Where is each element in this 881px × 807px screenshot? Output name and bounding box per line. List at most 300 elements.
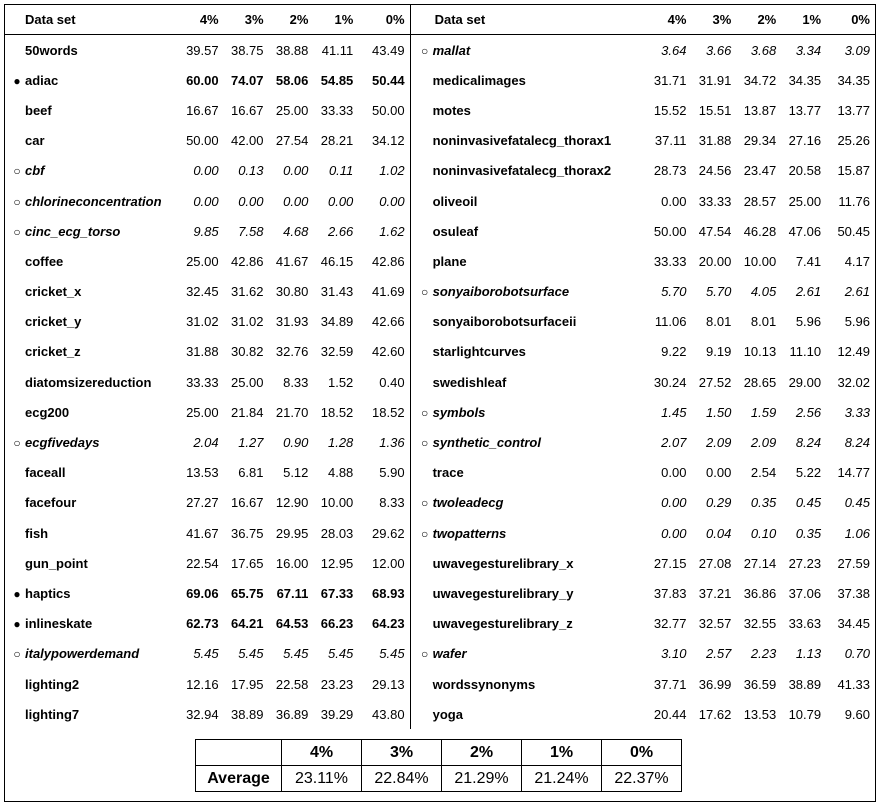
table-row [5,518,875,548]
value-cell: 31.88 [698,133,732,149]
dataset-name-cell [5,669,179,699]
dataset-name-cell [410,65,644,95]
dataset-name-cell [410,458,644,488]
dataset-name: adiac [25,72,59,88]
value-cell: 17.65 [230,555,264,571]
value-cell: 4.88 [327,465,354,481]
dataset-name-cell [410,156,644,186]
value-cell: 27.15 [653,555,687,571]
dataset-name-cell [5,699,179,729]
value-cell: 34.89 [320,314,354,330]
value-cell: 0.13 [238,163,264,179]
value-cell: 2.61 [795,284,822,300]
dataset-name: uwavegesturelibrary_y [432,585,574,601]
table-row [5,277,875,307]
value-cell: 30.24 [653,374,687,390]
value-cell: 21.70 [275,404,309,420]
marker-icon: ○ [420,405,429,420]
value-cell: 0.00 [661,495,687,511]
value-cell: 8.24 [795,435,822,451]
value-cell: 9.60 [844,706,870,722]
header-col-4: 4% [179,5,224,35]
value-cell: 2.56 [795,404,822,420]
value-cell: 33.33 [698,193,732,209]
table-row [5,699,875,729]
value-cell: 5.96 [795,314,822,330]
value-cell: 0.00 [193,163,219,179]
header-dataset-right: Data set [410,5,644,35]
value-cell: 27.27 [186,495,219,511]
value-cell: 15.52 [653,102,687,118]
marker-icon: ○ [420,436,429,451]
value-cell: 50.45 [837,223,870,239]
value-cell: 36.99 [698,676,732,692]
dataset-name-cell [5,337,179,367]
header-col-2: 2% [269,5,314,35]
table-body [5,35,875,730]
value-cell: 36.75 [230,525,264,541]
table-row [5,307,875,337]
value-cell: 50.00 [372,102,405,118]
average-label: Average [196,766,282,792]
dataset-name-cell [5,367,179,397]
header-col-3: 3% [224,5,269,35]
value-cell: 18.52 [372,404,405,420]
value-cell: 13.53 [743,706,777,722]
value-cell: 4.17 [844,253,870,269]
value-cell: 34.72 [743,72,777,88]
value-cell: 0.35 [795,525,822,541]
dataset-name: yoga [432,706,463,722]
table-row [5,65,875,95]
average-value-3: 22.84% [362,766,442,792]
value-cell: 38.89 [230,706,264,722]
value-cell: 31.02 [186,314,219,330]
value-cell: 4.68 [283,223,309,239]
value-cell: 27.08 [698,555,732,571]
value-cell: 24.56 [698,163,732,179]
dataset-name-cell [410,186,644,216]
value-cell: 10.13 [743,344,777,360]
value-cell: 2.04 [193,435,219,451]
dataset-name: uwavegesturelibrary_x [432,555,574,571]
header-row [5,5,875,35]
marker-icon: ○ [420,526,429,541]
value-cell: 1.27 [238,435,264,451]
value-cell: 25.00 [230,374,264,390]
value-cell: 7.58 [238,223,264,239]
dataset-name: cinc_ecg_torso [25,223,121,239]
header-dataset-left: Data set [5,5,179,35]
dataset-name-cell [5,488,179,518]
dataset-name-cell [410,337,644,367]
header-col-2-right: 2% [736,5,781,35]
table-row [5,35,875,66]
dataset-name: oliveoil [432,193,478,209]
dataset-name-cell [410,307,644,337]
dataset-name: sonyaiborobotsurfaceii [432,314,577,330]
average-value-0: 22.37% [602,766,682,792]
marker-icon: ● [13,586,21,601]
value-cell: 0.00 [283,193,309,209]
value-cell: 29.62 [372,525,405,541]
value-cell: 5.45 [379,646,405,662]
dataset-name-cell [410,397,644,427]
table-row [5,337,875,367]
dataset-name: inlineskate [25,616,93,632]
value-cell: 0.29 [706,495,732,511]
value-cell: 38.88 [275,42,309,58]
value-cell: 33.33 [186,374,219,390]
value-cell: 39.29 [320,706,354,722]
dataset-name-cell [410,246,644,276]
value-cell: 9.85 [193,223,219,239]
value-cell: 0.04 [706,525,732,541]
value-cell: 29.95 [275,525,309,541]
value-cell: 64.23 [372,616,405,632]
value-cell: 8.01 [706,314,732,330]
dataset-name: synthetic_control [432,435,541,451]
value-cell: 60.00 [186,72,219,88]
value-cell: 46.28 [743,223,777,239]
value-cell: 9.22 [661,344,687,360]
value-cell: 20.00 [698,253,732,269]
value-cell: 30.82 [230,344,264,360]
value-cell: 15.51 [698,102,732,118]
value-cell: 25.26 [837,133,870,149]
marker-icon: ○ [13,194,21,209]
value-cell: 16.00 [275,555,309,571]
value-cell: 5.45 [283,646,309,662]
value-cell: 32.94 [186,706,219,722]
dataset-name: diatomsizereduction [25,374,152,390]
value-cell: 27.54 [275,133,309,149]
value-cell: 0.00 [327,193,354,209]
value-cell: 2.54 [750,465,777,481]
value-cell: 1.13 [795,646,822,662]
value-cell: 23.23 [320,676,354,692]
value-cell: 0.40 [379,374,405,390]
value-cell: 27.59 [837,555,870,571]
value-cell: 50.00 [653,223,687,239]
dataset-name-cell [410,95,644,125]
value-cell: 27.23 [788,555,822,571]
value-cell: 54.85 [320,72,354,88]
value-cell: 2.61 [844,284,870,300]
value-cell: 31.88 [186,344,219,360]
value-cell: 31.62 [230,284,264,300]
value-cell: 28.57 [743,193,777,209]
value-cell: 12.00 [372,555,405,571]
value-cell: 50.44 [372,72,405,88]
value-cell: 25.00 [275,102,309,118]
value-cell: 42.86 [230,253,264,269]
dataset-name: noninvasivefatalecg_thorax2 [432,163,612,179]
value-cell: 58.06 [275,72,309,88]
marker-icon: ○ [13,436,21,451]
value-cell: 15.87 [837,163,870,179]
dataset-name-cell [410,639,644,669]
dataset-name: gun_point [25,555,88,571]
value-cell: 36.59 [743,676,777,692]
value-cell: 36.89 [275,706,309,722]
table-row [5,156,875,186]
dataset-name: mallat [432,42,471,58]
dataset-name-cell [5,458,179,488]
value-cell: 20.58 [788,163,822,179]
value-cell: 43.80 [372,706,405,722]
value-cell: 5.70 [706,284,732,300]
average-header-2: 2% [442,740,522,766]
dataset-name: twoleadecg [432,495,504,511]
dataset-name-cell [5,578,179,608]
dataset-name: twopatterns [432,525,507,541]
results-table-frame [4,4,876,802]
table-row [5,578,875,608]
value-cell: 65.75 [230,585,264,601]
value-cell: 37.83 [653,585,687,601]
table-row [5,186,875,216]
value-cell: 3.66 [706,42,732,58]
value-cell: 27.14 [743,555,777,571]
dataset-name: wordssynonyms [432,676,536,692]
table-row [5,639,875,669]
value-cell: 7.41 [795,253,822,269]
dataset-name: car [25,133,45,149]
value-cell: 5.45 [193,646,219,662]
value-cell: 31.91 [698,72,732,88]
value-cell: 1.59 [750,404,777,420]
value-cell: 34.12 [372,133,405,149]
value-cell: 32.57 [698,616,732,632]
value-cell: 39.57 [186,42,219,58]
value-cell: 36.86 [743,585,777,601]
dataset-name-cell [5,609,179,639]
dataset-name: starlightcurves [432,344,526,360]
value-cell: 0.70 [844,646,870,662]
value-cell: 0.00 [379,193,405,209]
marker-icon: ○ [420,496,429,511]
value-cell: 3.10 [661,646,687,662]
value-cell: 3.34 [795,42,822,58]
value-cell: 14.77 [837,465,870,481]
value-cell: 41.11 [321,42,354,58]
dataset-name-cell [5,35,179,66]
dataset-name: cricket_y [25,314,82,330]
value-cell: 32.02 [837,374,870,390]
dataset-name-cell [5,65,179,95]
value-cell: 41.69 [372,284,405,300]
value-cell: 10.00 [320,495,354,511]
value-cell: 37.38 [837,585,870,601]
table-row [5,367,875,397]
value-cell: 67.11 [276,585,309,601]
value-cell: 20.44 [653,706,687,722]
value-cell: 0.00 [661,525,687,541]
value-cell: 34.35 [788,72,822,88]
value-cell: 0.45 [844,495,870,511]
average-header-0: 0% [602,740,682,766]
value-cell: 1.28 [327,435,354,451]
value-cell: 47.54 [698,223,732,239]
value-cell: 3.64 [661,42,687,58]
dataset-name-cell [410,35,644,66]
value-cell: 9.19 [706,344,732,360]
value-cell: 16.67 [230,102,264,118]
value-cell: 25.00 [788,193,822,209]
header-col-0-right: 0% [826,5,875,35]
value-cell: 66.23 [320,616,354,632]
dataset-name-cell [410,488,644,518]
value-cell: 5.90 [379,465,405,481]
value-cell: 21.84 [230,404,264,420]
value-cell: 29.00 [788,374,822,390]
value-cell: 31.93 [275,314,309,330]
value-cell: 12.16 [186,676,219,692]
value-cell: 41.33 [837,676,870,692]
dataset-name-cell [5,277,179,307]
value-cell: 11.10 [789,344,822,360]
value-cell: 8.33 [283,374,309,390]
value-cell: 23.47 [743,163,777,179]
value-cell: 13.87 [743,102,777,118]
average-header-4: 4% [282,740,362,766]
value-cell: 27.52 [698,374,732,390]
header-col-0: 0% [358,5,410,35]
value-cell: 31.43 [320,284,354,300]
marker-icon: ○ [420,285,429,300]
value-cell: 34.45 [837,616,870,632]
value-cell: 32.76 [275,344,309,360]
value-cell: 17.95 [230,676,264,692]
value-cell: 28.21 [320,133,354,149]
table-row [5,548,875,578]
value-cell: 17.62 [698,706,732,722]
value-cell: 16.67 [186,102,219,118]
value-cell: 4.05 [750,284,777,300]
value-cell: 32.77 [653,616,687,632]
dataset-name-cell [410,518,644,548]
dataset-name: motes [432,102,471,118]
dataset-name: fish [25,525,49,541]
value-cell: 13.53 [186,465,219,481]
marker-icon: ○ [13,164,21,179]
dataset-name-cell [5,246,179,276]
value-cell: 50.00 [186,133,219,149]
dataset-name: haptics [25,585,71,601]
value-cell: 47.06 [788,223,822,239]
dataset-name-cell [410,126,644,156]
header-col-1: 1% [313,5,358,35]
value-cell: 67.33 [320,585,354,601]
value-cell: 32.45 [186,284,219,300]
value-cell: 22.54 [186,555,219,571]
value-cell: 6.81 [238,465,264,481]
dataset-name: 50words [25,42,78,58]
dataset-name-cell [5,95,179,125]
value-cell: 11.76 [838,193,870,209]
value-cell: 0.00 [706,465,732,481]
value-cell: 0.90 [283,435,309,451]
dataset-name-cell [410,578,644,608]
value-cell: 12.90 [275,495,309,511]
marker-icon: ○ [13,224,21,239]
value-cell: 0.00 [238,193,264,209]
value-cell: 0.00 [661,193,687,209]
dataset-name: sonyaiborobotsurface [432,284,570,300]
average-header-3: 3% [362,740,442,766]
dataset-name-cell [410,548,644,578]
value-cell: 38.75 [230,42,264,58]
dataset-name-cell [5,427,179,457]
table-row [5,458,875,488]
value-cell: 3.33 [844,404,870,420]
value-cell: 5.12 [283,465,309,481]
value-cell: 30.80 [275,284,309,300]
value-cell: 41.67 [275,253,309,269]
dataset-name: beef [25,102,52,118]
value-cell: 37.06 [788,585,822,601]
dataset-name: uwavegesturelibrary_z [432,616,573,632]
value-cell: 37.21 [698,585,732,601]
dataset-name: faceall [25,465,66,481]
average-value-1: 21.24% [522,766,602,792]
value-cell: 1.62 [379,223,405,239]
value-cell: 1.06 [844,525,870,541]
dataset-name-cell [410,669,644,699]
value-cell: 10.00 [743,253,777,269]
value-cell: 0.00 [283,163,309,179]
value-cell: 64.21 [230,616,264,632]
value-cell: 2.09 [750,435,777,451]
value-cell: 1.50 [706,404,732,420]
value-cell: 42.00 [230,133,264,149]
value-cell: 64.53 [275,616,309,632]
value-cell: 1.45 [661,404,687,420]
value-cell: 1.02 [379,163,405,179]
error-rate-table [5,5,875,729]
marker-icon: ○ [13,647,21,662]
table-row [5,609,875,639]
value-cell: 0.45 [795,495,822,511]
dataset-name-cell [410,367,644,397]
value-cell: 29.34 [743,133,777,149]
dataset-name-cell [5,307,179,337]
value-cell: 25.00 [186,404,219,420]
value-cell: 1.52 [327,374,354,390]
value-cell: 29.13 [372,676,405,692]
dataset-name: cricket_x [25,284,82,300]
dataset-name-cell [5,126,179,156]
value-cell: 0.35 [750,495,777,511]
value-cell: 5.70 [661,284,687,300]
average-corner-cell [196,740,282,766]
header-col-3-right: 3% [691,5,736,35]
average-header-1: 1% [522,740,602,766]
value-cell: 2.09 [706,435,732,451]
value-cell: 43.49 [372,42,405,58]
value-cell: 34.35 [837,72,870,88]
dataset-name: chlorineconcentration [25,193,162,209]
dataset-name-cell [410,427,644,457]
value-cell: 3.09 [844,42,870,58]
dataset-name-cell [5,639,179,669]
dataset-name: cricket_z [25,344,81,360]
value-cell: 2.07 [661,435,687,451]
dataset-name-cell [5,397,179,427]
average-table [195,739,682,792]
value-cell: 11.06 [654,314,687,330]
